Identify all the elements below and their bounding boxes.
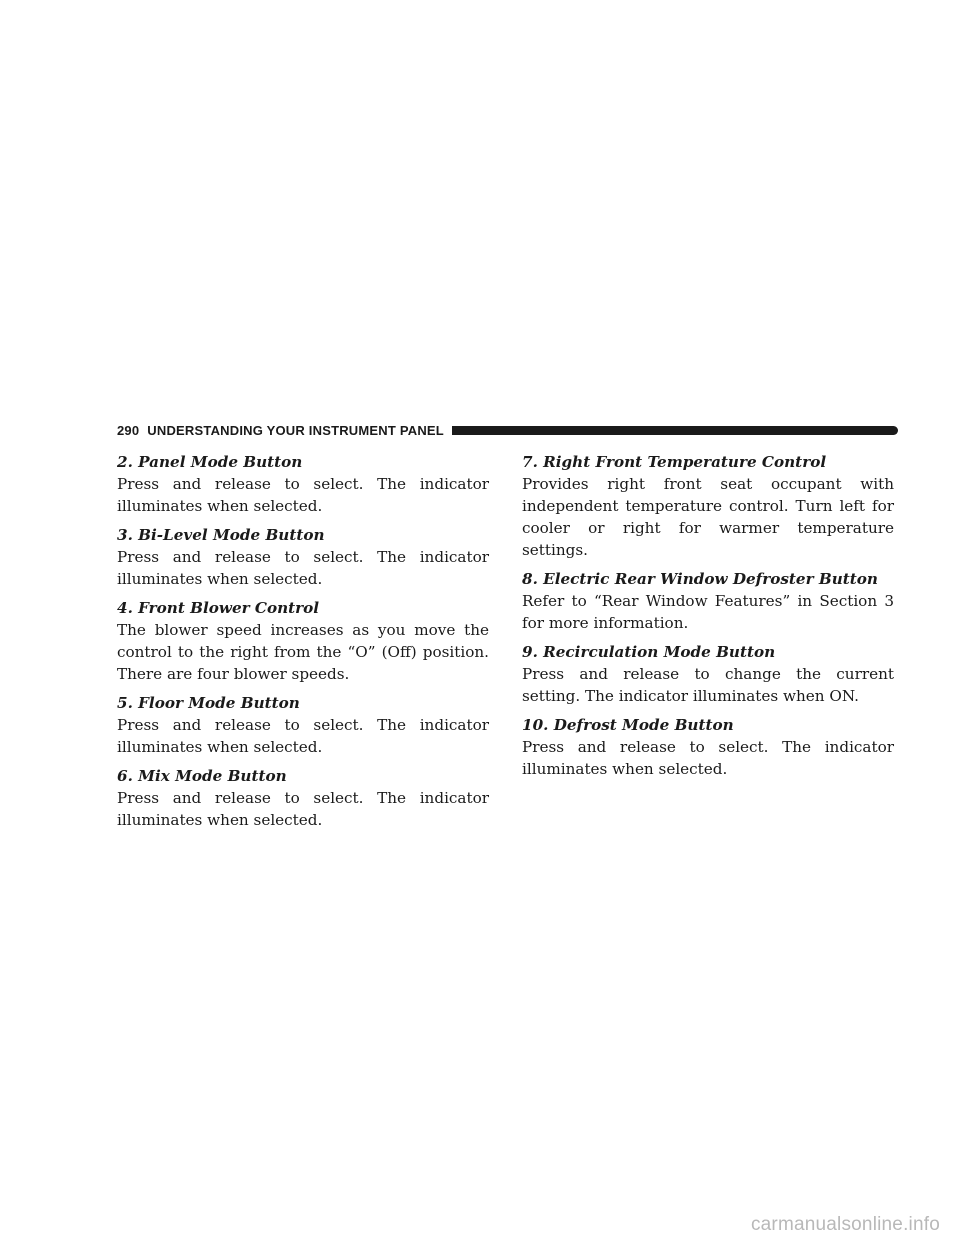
section-heading: 2. Panel Mode Button — [117, 453, 303, 471]
section-body: Press and release to change the current setting. The indicator illuminates when ON. — [522, 665, 894, 705]
section-front-blower — [117, 597, 489, 685]
section-body: Press and release to select. The indicator illuminates when selected. — [522, 738, 894, 778]
section-heading: 3. Bi-Level Mode Button — [117, 526, 325, 544]
section-body: Provides right front seat occupant with independent temperature control. Turn left for cooler or right for warmer temperature settings. — [522, 475, 894, 559]
header-title: UNDERSTANDING YOUR INSTRUMENT PANEL — [147, 422, 444, 438]
section-rear-defroster — [522, 568, 894, 634]
section-body: Refer to “Rear Window Features” in Section 3 for more information. — [522, 592, 894, 632]
right-column — [522, 451, 894, 787]
section-bi-level-mode — [117, 524, 489, 590]
section-body: Press and release to select. The indicator illuminates when selected. — [117, 716, 489, 756]
section-heading: 6. Mix Mode Button — [117, 767, 287, 785]
header-rule — [452, 426, 898, 435]
section-body: Press and release to select. The indicator illuminates when selected. — [117, 548, 489, 588]
section-heading: 4. Front Blower Control — [117, 599, 320, 617]
section-heading: 5. Floor Mode Button — [117, 694, 300, 712]
section-panel-mode — [117, 451, 489, 517]
section-body: Press and release to select. The indicator illuminates when selected. — [117, 475, 489, 515]
section-body: The blower speed increases as you move the control to the right from the “O” (Off) position. There are four blower speeds. — [117, 621, 489, 683]
section-heading: 9. Recirculation Mode Button — [522, 643, 776, 661]
section-body: Press and release to select. The indicator illuminates when selected. — [117, 789, 489, 829]
section-recirculation-mode — [522, 641, 894, 707]
section-heading: 7. Right Front Temperature Control — [522, 453, 827, 471]
left-column — [117, 451, 489, 838]
section-heading: 10. Defrost Mode Button — [522, 716, 734, 734]
section-heading: 8. Electric Rear Window Defroster Button — [522, 570, 878, 588]
page-header — [117, 421, 898, 439]
section-right-front-temp — [522, 451, 894, 561]
page-number: 290 — [117, 422, 140, 438]
section-floor-mode — [117, 692, 489, 758]
section-defrost-mode — [522, 714, 894, 780]
watermark: carmanualsonline.info — [750, 1214, 940, 1235]
section-mix-mode — [117, 765, 489, 831]
